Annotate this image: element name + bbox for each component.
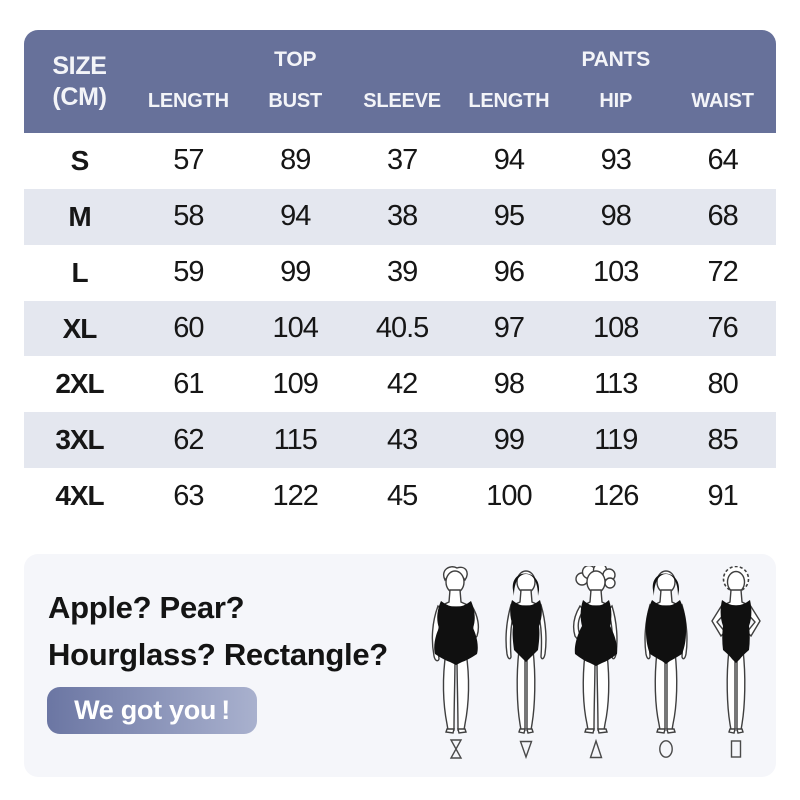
oval-symbol-icon xyxy=(657,738,675,760)
value-cell: 45 xyxy=(386,479,418,512)
value-cell: 72 xyxy=(707,256,738,289)
value-cell: 80 xyxy=(707,367,738,400)
size-cell: S xyxy=(70,144,89,176)
value-cell: 39 xyxy=(386,256,418,289)
value-cell: 98 xyxy=(493,367,525,400)
value-cell: 96 xyxy=(493,256,525,289)
value-cell: 108 xyxy=(593,312,639,344)
value-cell: 61 xyxy=(173,367,204,400)
promo-headline-line1: Apple? Pear? xyxy=(48,590,245,625)
value-cell: 40.5 xyxy=(375,312,429,344)
value-cell: 62 xyxy=(173,423,204,456)
value-cell: 59 xyxy=(173,256,204,289)
inverted-triangle-figure-icon xyxy=(494,566,558,734)
hourglass-symbol-icon xyxy=(447,738,465,760)
value-cell: 94 xyxy=(280,200,311,233)
value-cell: 37 xyxy=(386,144,418,177)
value-cell: 103 xyxy=(593,256,639,289)
value-cell: 94 xyxy=(493,144,525,177)
value-cell: 126 xyxy=(593,479,639,512)
size-unit-header xyxy=(24,30,135,133)
size-chart xyxy=(24,30,776,524)
value-cell: 95 xyxy=(493,200,525,233)
apple-figure-icon xyxy=(634,566,698,734)
value-cell: 119 xyxy=(594,423,638,456)
value-cell: 91 xyxy=(707,479,738,512)
value-cell: 76 xyxy=(707,312,738,344)
size-label: SIZE xyxy=(52,51,107,80)
body-shape-figure-rectangle xyxy=(702,566,770,760)
column-group-top: TOP xyxy=(274,48,317,71)
body-shape-figure-pear xyxy=(562,566,630,760)
promo-headline xyxy=(48,584,388,678)
value-cell: 89 xyxy=(280,144,311,177)
unit-label: (CM) xyxy=(52,82,107,111)
size-cell: 2XL xyxy=(55,368,104,400)
size-cell: M xyxy=(68,200,91,232)
body-shape-figure-apple xyxy=(632,566,700,760)
value-cell: 97 xyxy=(493,312,525,344)
size-table-body xyxy=(24,133,776,524)
table-row xyxy=(24,468,776,524)
column-group-pants: PANTS xyxy=(581,48,651,71)
table-row xyxy=(24,356,776,412)
table-row xyxy=(24,189,776,245)
value-cell: 68 xyxy=(707,200,738,233)
size-chart-header xyxy=(24,30,776,133)
value-cell: 93 xyxy=(600,144,631,177)
value-cell: 42 xyxy=(386,367,418,400)
body-shape-figure-inverted-triangle xyxy=(492,566,560,760)
value-cell: 64 xyxy=(707,144,738,177)
value-cell: 122 xyxy=(272,479,318,512)
value-cell: 99 xyxy=(280,256,311,289)
value-cell: 63 xyxy=(173,479,204,512)
value-cell: 58 xyxy=(173,200,204,233)
column-header-waist: WAIST xyxy=(691,90,754,112)
size-cell: 4XL xyxy=(55,480,104,512)
value-cell: 43 xyxy=(386,423,418,456)
promo-headline-line2: Hourglass? Rectangle? xyxy=(48,637,388,672)
value-cell: 38 xyxy=(386,200,418,233)
rectangle-symbol-icon xyxy=(727,738,745,760)
body-shape-figures xyxy=(422,566,770,760)
size-cell: XL xyxy=(62,312,97,344)
value-cell: 113 xyxy=(594,367,638,400)
value-cell: 100 xyxy=(486,479,532,512)
column-header-bust: BUST xyxy=(268,90,323,112)
rectangle-figure-icon xyxy=(704,566,768,734)
pear-figure-icon xyxy=(564,566,628,734)
triangle-symbol-icon xyxy=(587,738,605,760)
value-cell: 98 xyxy=(600,200,631,233)
table-row xyxy=(24,412,776,468)
table-row xyxy=(24,133,776,189)
value-cell: 104 xyxy=(272,312,318,344)
value-cell: 99 xyxy=(493,423,525,456)
size-cell: 3XL xyxy=(55,424,104,456)
inverted-triangle-symbol-icon xyxy=(517,738,535,760)
value-cell: 109 xyxy=(272,367,318,400)
value-cell: 115 xyxy=(273,423,317,456)
size-cell: L xyxy=(71,256,88,288)
table-row xyxy=(24,301,776,357)
hourglass-figure-icon xyxy=(424,566,488,734)
column-header-pants-length: LENGTH xyxy=(468,90,550,112)
we-got-you-button[interactable]: We got you ! xyxy=(47,687,257,734)
value-cell: 85 xyxy=(707,423,738,456)
body-shape-figure-hourglass xyxy=(422,566,490,760)
column-header-top-length: LENGTH xyxy=(147,90,229,112)
body-shape-promo-panel xyxy=(24,554,776,777)
table-row xyxy=(24,245,776,301)
value-cell: 60 xyxy=(173,312,204,344)
value-cell: 57 xyxy=(173,144,204,177)
column-header-hip: HIP xyxy=(599,90,633,112)
column-header-sleeve: SLEEVE xyxy=(363,90,441,112)
